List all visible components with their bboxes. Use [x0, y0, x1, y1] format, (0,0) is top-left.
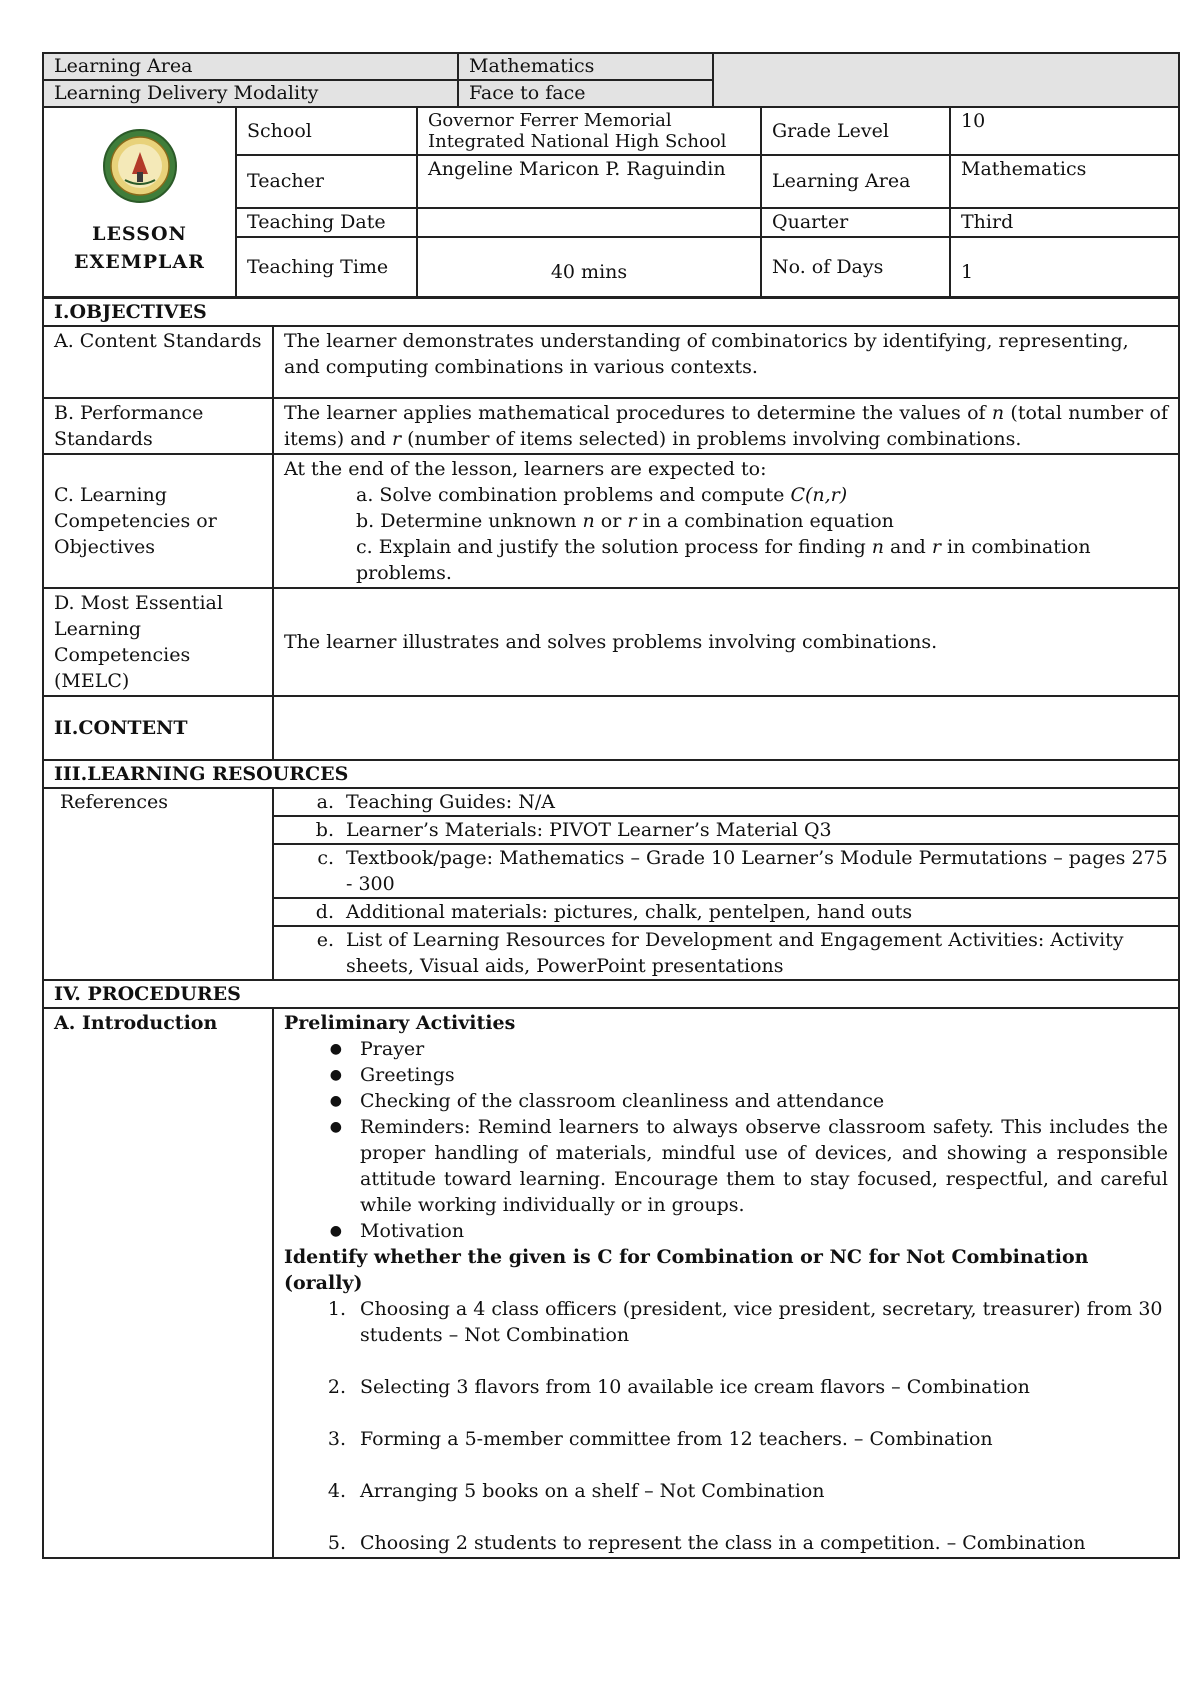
list-item: 5. Choosing 2 students to represent the class in a competition. – Combination [327, 1532, 1086, 1554]
identify-heading: Identify whether the given is C for Combination or NC for Not Combination (orally) [284, 1246, 1089, 1294]
preliminary-heading: Preliminary Activities [284, 1012, 516, 1034]
top-info-bar [42, 52, 1180, 108]
content-value [273, 696, 1179, 760]
area-label: Learning Area [761, 155, 950, 208]
resource-item-c: c. Textbook/page: Mathematics – Grade 10 Learner’s Module Permutations – pages 275 - 300 [273, 844, 1179, 898]
main-body-table [42, 296, 1180, 1559]
date-label: Teaching Date [236, 208, 417, 237]
content-standards-text: The learner demonstrates understanding of combinatorics by identifying, representing, and computing combinations in various contexts. [273, 326, 1179, 398]
list-item: ● Prayer [329, 1038, 425, 1060]
list-item: ● Reminders: Remind learners to always observe classroom safety. This includes the proper handling of materials, mindful use of devices, and showing a responsible attitude toward learning. Encourage them to stay focused, respectful, and careful while working individually or in groups. [329, 1116, 1168, 1216]
list-item: 3. Forming a 5-member committee from 12 teachers. – Combination [327, 1428, 993, 1450]
date-value [417, 208, 761, 237]
learning-area-value: Mathematics [458, 53, 713, 80]
logo-cell [43, 107, 236, 297]
time-label: Teaching Time [236, 237, 417, 297]
area-value: Mathematics [950, 155, 1179, 208]
lesson-title-line2: EXEMPLAR [74, 251, 205, 273]
melc-text: The learner illustrates and solves problems involving combinations. [273, 588, 1179, 696]
list-item: ● Checking of the classroom cleanliness and attendance [329, 1090, 885, 1112]
days-label: No. of Days [761, 237, 950, 297]
lesson-exemplar-page [42, 52, 1180, 1559]
competency-b: b. Determine unknown n or r in a combination equation [356, 510, 894, 532]
teacher-value: Angeline Maricon P. Raguindin [417, 155, 761, 208]
objectives-heading: I.OBJECTIVES [43, 298, 1179, 327]
lesson-title-line1: LESSON [92, 223, 187, 245]
resource-item-d: d. Additional materials: pictures, chalk, pentelpen, hand outs [273, 898, 1179, 926]
references-label: References [43, 788, 273, 980]
list-item: 4. Arranging 5 books on a shelf – Not Combination [327, 1480, 825, 1502]
competencies-label: C. Learning Competencies or Objectives [43, 454, 273, 588]
procedures-heading: IV. PROCEDURES [43, 980, 1179, 1008]
grade-label: Grade Level [761, 107, 950, 155]
competencies-cell [273, 454, 1179, 588]
resources-heading: III.LEARNING RESOURCES [43, 760, 1179, 788]
grade-value: 10 [950, 107, 1179, 155]
resource-item-e: e. List of Learning Resources for Development and Engagement Activities: Activity sheets, Visual aids, PowerPoint presentations [273, 926, 1179, 980]
teacher-label: Teacher [236, 155, 417, 208]
introduction-cell [273, 1008, 1179, 1558]
competencies-intro: At the end of the lesson, learners are expected to: [284, 458, 767, 480]
introduction-label: A. Introduction [43, 1008, 273, 1558]
list-item: ● Greetings [329, 1064, 455, 1086]
time-value: 40 mins [417, 237, 761, 297]
list-item: 2. Selecting 3 flavors from 10 available ice cream flavors – Combination [327, 1376, 1030, 1398]
list-item: 1. Choosing a 4 class officers (president, vice president, secretary, treasurer) from 30 students – Not Combination [327, 1298, 1163, 1346]
list-item: ● Motivation [329, 1220, 465, 1242]
resource-item-a: a. Teaching Guides: N/A [273, 788, 1179, 816]
quarter-value: Third [950, 208, 1179, 237]
competency-a: a. Solve combination problems and compute C(n,r) [356, 484, 848, 506]
performance-standards-label: B. Performance Standards [43, 398, 273, 454]
header-info-table [42, 106, 1180, 298]
school-seal-icon [95, 128, 185, 208]
modality-label: Learning Delivery Modality [43, 80, 458, 107]
content-standards-label: A. Content Standards [43, 326, 273, 398]
content-heading: II.CONTENT [43, 696, 273, 760]
quarter-label: Quarter [761, 208, 950, 237]
modality-value: Face to face [458, 80, 713, 107]
resource-item-b: b. Learner’s Materials: PIVOT Learner’s Material Q3 [273, 816, 1179, 844]
melc-label: D. Most Essential Learning Competencies (MELC) [43, 588, 273, 696]
competency-c: c. Explain and justify the solution process for finding n and r in combination problems. [356, 536, 1091, 584]
days-value: 1 [950, 237, 1179, 297]
school-label: School [236, 107, 417, 155]
school-value: Governor Ferrer Memorial Integrated National High School [417, 107, 761, 155]
identify-list [284, 1296, 1168, 1556]
top-bar-blank [713, 53, 1179, 107]
performance-standards-text: The learner applies mathematical procedures to determine the values of n (total number of items) and r (number of items selected) in problems involving combinations. [273, 398, 1179, 454]
learning-area-label: Learning Area [43, 53, 458, 80]
preliminary-list [284, 1036, 1168, 1244]
